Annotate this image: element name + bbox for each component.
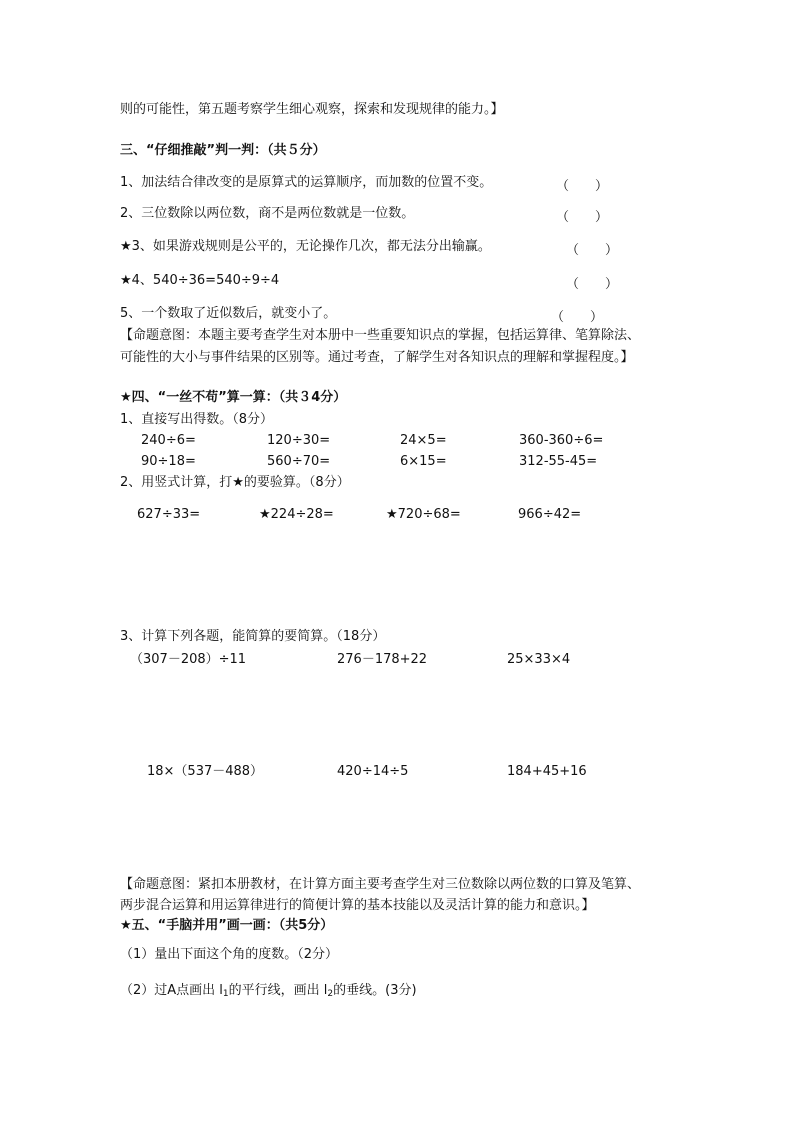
simplify-calc-item: 276－178+22 xyxy=(337,652,428,667)
simplify-calc-item: 420÷14÷5 xyxy=(337,764,409,779)
q2-title: 2、用竖式计算，打★的要验算。（8分） xyxy=(120,475,350,490)
section-4-intent-line-2: 两步混合运算和用运算律进行的简便计算的基本技能以及灵活计算的能力和意识。】 xyxy=(120,898,595,913)
section-5-title: ★五、“手脑并用”画一画：（共5分） xyxy=(120,918,334,933)
answer-paren-3[interactable]: （ ） xyxy=(566,243,619,258)
judge-item-2: 2、三位数除以两位数，商不是两位数就是一位数。 xyxy=(120,206,415,221)
vertical-calc-item: 966÷42= xyxy=(518,507,582,522)
q1-title: 1、直接写出得数。（8分） xyxy=(120,412,274,427)
oral-calc-item: 312-55-45= xyxy=(519,454,598,469)
vertical-calc-item: 627÷33= xyxy=(137,507,201,522)
judge-item-5: 5、一个数取了近似数后，就变小了。 xyxy=(120,306,337,321)
judge-item-3: ★3、如果游戏规则是公平的，无论操作几次，都无法分出输赢。 xyxy=(120,239,491,254)
judge-item-4: ★4、540÷36=540÷9÷4 xyxy=(120,273,280,288)
simplify-calc-item: （307－208）÷11 xyxy=(130,652,247,667)
oral-calc-item: 24×5= xyxy=(400,433,447,448)
answer-paren-4[interactable]: （ ） xyxy=(566,277,619,292)
vertical-calc-item: ★720÷68= xyxy=(386,507,461,522)
subscript-1: 1 xyxy=(222,989,229,999)
answer-paren-2[interactable]: （ ） xyxy=(556,210,609,225)
oral-calc-item: 6×15= xyxy=(400,454,447,469)
q5-2-part-a: （2）过A点画出 l xyxy=(120,983,223,998)
oral-calc-item: 240÷6= xyxy=(141,433,196,448)
q3-title: 3、计算下列各题，能简算的要简算。（18分） xyxy=(120,629,386,644)
section-3-title: 三、“仔细推敲”判一判：（共５分） xyxy=(120,143,326,158)
section-4-title: ★四、“一丝不苟”算一算：（共３4分） xyxy=(120,390,347,405)
simplify-calc-item: 25×33×4 xyxy=(507,652,571,667)
q5-2-part-b: 的平行线，画出 l xyxy=(228,983,328,998)
simplify-calc-item: 184+45+16 xyxy=(507,764,587,779)
answer-paren-5[interactable]: （ ） xyxy=(551,310,604,325)
judge-item-1: 1、加法结合律改变的是原算式的运算顺序，而加数的位置不变。 xyxy=(120,175,493,190)
oral-calc-item: 560÷70= xyxy=(267,454,331,469)
section-3-intent-line-1: 【命题意图：本题主要考查学生对本册中一些重要知识点的掌握，包括运算律、笔算除法、 xyxy=(120,328,641,343)
vertical-calc-item: ★224÷28= xyxy=(259,507,334,522)
simplify-calc-item: 18×（537－488） xyxy=(147,764,264,779)
answer-paren-1[interactable]: （ ） xyxy=(556,179,609,194)
section-4-intent-line-1: 【命题意图：紧扣本册教材，在计算方面主要考查学生对三位数除以两位数的口算及笔算、 xyxy=(120,877,641,892)
intro-line: 则的可能性，第五题考察学生细心观察，探索和发现规律的能力。】 xyxy=(120,102,504,117)
q5-2 xyxy=(120,983,417,1000)
section-3-intent-line-2: 可能性的大小与事件结果的区别等。通过考查，了解学生对各知识点的理解和掌握程度。】 xyxy=(120,350,634,365)
oral-calc-item: 360-360÷6= xyxy=(519,433,604,448)
q5-1: （1）量出下面这个角的度数。（2分） xyxy=(120,947,339,962)
subscript-2: 2 xyxy=(327,989,334,999)
oral-calc-item: 90÷18= xyxy=(141,454,196,469)
q5-2-part-c: 的垂线。(3分) xyxy=(333,983,417,998)
oral-calc-item: 120÷30= xyxy=(267,433,331,448)
